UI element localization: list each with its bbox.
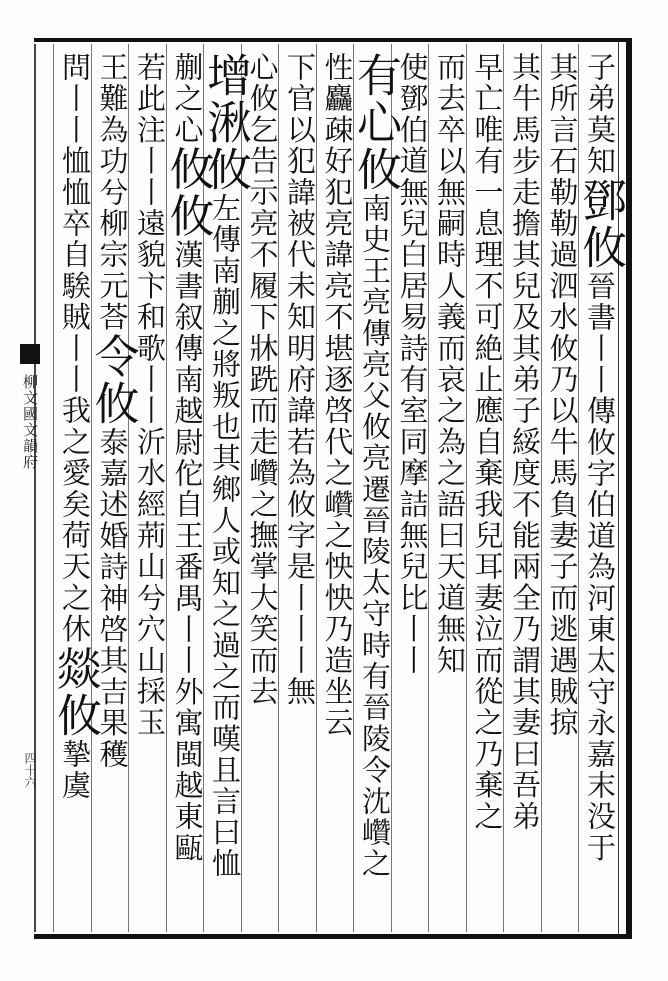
text-column xyxy=(349,52,402,932)
entry-headword: 增湫攸 xyxy=(199,52,252,193)
text-column xyxy=(282,52,318,932)
column-text: 石勒勒過泗水攸乃以牛馬負妻子而逃遇賊掠 xyxy=(545,145,580,739)
margin-block-mark xyxy=(20,344,40,364)
text-column xyxy=(132,52,168,932)
column-text: 晉書丨丨傳攸字伯道為河東太守永嘉末没于 xyxy=(583,270,617,864)
entry-headword: 有心攸 xyxy=(349,52,402,193)
column-text: 王難為功兮柳宗元荅 xyxy=(95,52,130,333)
entry-headword: 令攸 xyxy=(86,332,140,427)
column-text: 摯虞 xyxy=(58,738,92,802)
column-text: 若此 xyxy=(133,52,167,115)
text-column xyxy=(507,52,543,932)
entry-headword: 鄧攸 xyxy=(574,176,627,271)
margin-strip xyxy=(18,44,44,932)
text-column xyxy=(545,52,581,932)
folio-number: 四十六 xyxy=(23,752,37,788)
text-column xyxy=(320,52,356,932)
column-text: 早亡唯有一息理不可絶止應自棄我兒耳妻泣而從之乃棄之 xyxy=(470,52,505,832)
column-text: 子弟莫知 xyxy=(583,52,617,177)
margin-label: 柳文國文韻府 xyxy=(21,374,39,470)
column-text: 其牛馬步走擔其兒及其弟子綏度不能兩全乃謂其妻曰吾弟 xyxy=(508,52,542,832)
column-text: 蒯之心 xyxy=(170,52,205,146)
column-rule xyxy=(53,44,54,932)
column-text: 性麤疎好犯亮諱亮不堪逐啓代之巑之怏怏乃造坐云 xyxy=(320,52,355,739)
column-text: 下官以犯諱被代未知明府諱若為攸字是丨丨丨無 xyxy=(283,52,317,708)
column-text: 而去卒以無嗣時人義而哀之為之語曰天道無知 xyxy=(433,52,467,676)
text-column xyxy=(432,52,468,932)
text-column xyxy=(574,52,627,932)
column-text: 其所言 xyxy=(545,52,580,146)
column-text: 泰嘉述婚詩神啓其吉果穫 xyxy=(95,426,130,771)
text-column xyxy=(86,52,140,932)
column-text: 左傳南蒯之將叛也其鄉人或知之過之而嘆且言曰恤 xyxy=(208,193,242,880)
entry-headword: 攸攸 xyxy=(161,145,215,240)
column-text: 心攸乞告示亮不履下牀跣而走巑之撫掌大笑而去 xyxy=(245,52,280,708)
frame-top-border xyxy=(34,38,632,42)
column-text: 漢書叙傳南越尉佗自王番禺丨丨外寓閩越東甌 xyxy=(170,239,205,864)
text-column xyxy=(161,52,215,932)
frame-inner-rule xyxy=(618,42,619,934)
text-column xyxy=(49,52,102,932)
frame-right-border xyxy=(626,38,632,939)
column-text: 南史王亮傳亮父攸亮遷晉陵太守時有晉陵令沈巑之 xyxy=(358,193,392,880)
entry-headword: 燚攸 xyxy=(49,644,102,739)
column-text: 使鄧伯道無兒白居易詩有室同摩詰無兒比丨丨 xyxy=(395,52,430,676)
text-column xyxy=(470,52,506,932)
frame-bottom-border xyxy=(34,934,632,939)
column-text: 丨丨我之愛矣荷天之休 xyxy=(58,332,92,645)
column-text: 注丨丨遠貌卞和歌丨丨沂水經荊山兮穴山採玉 xyxy=(133,114,167,739)
column-text: 問丨丨恤恤卒自騃賊 xyxy=(58,52,92,333)
